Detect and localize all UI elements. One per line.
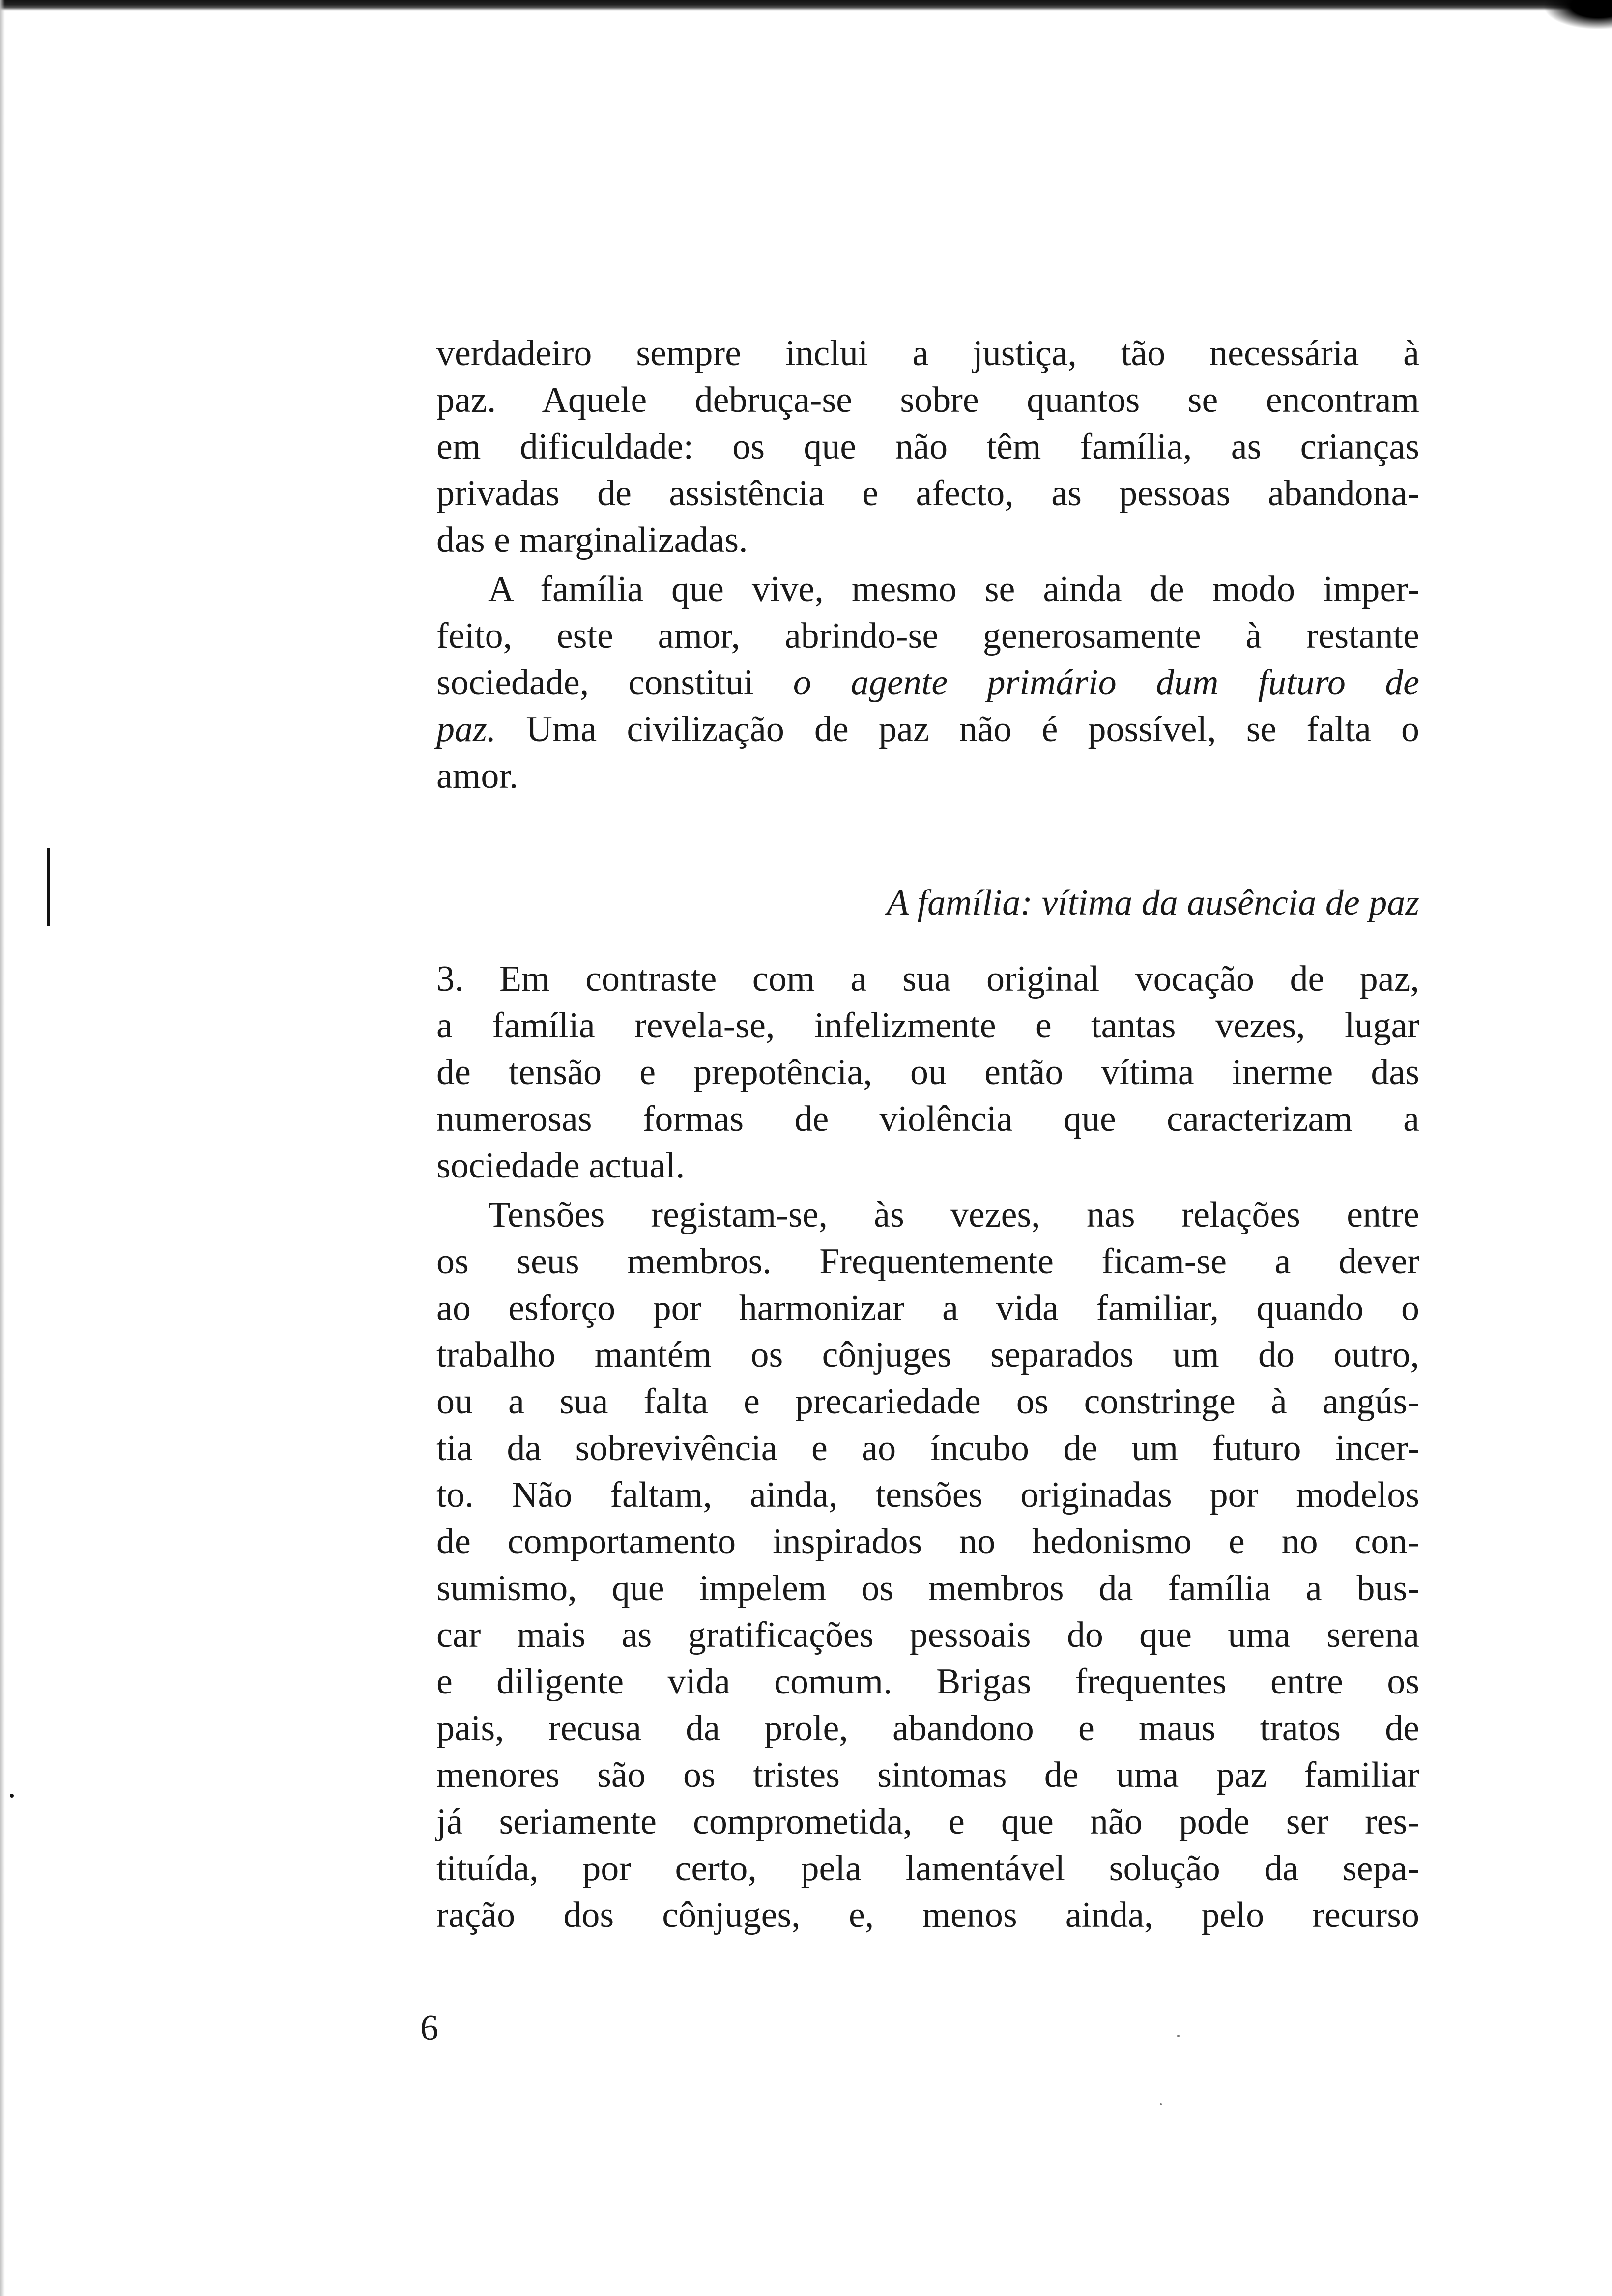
text-line: paz. Aquele debruça-se sobre quantos se encontram bbox=[436, 380, 1419, 420]
text-line: ao esforço por harmonizar a vida familiar, quando o bbox=[436, 1288, 1419, 1328]
text-line: e diligente vida comum. Brigas frequentes entre os bbox=[436, 1662, 1419, 1702]
text-line: Tensões registam-se, às vezes, nas relações entre bbox=[488, 1195, 1419, 1235]
text-line: sumismo, que impelem os membros da família a bus- bbox=[436, 1568, 1419, 1608]
text-line: sociedade actual. bbox=[436, 1146, 685, 1186]
text-line: 3. Em contraste com a sua original vocação de paz, bbox=[436, 959, 1419, 999]
text-line: trabalho mantém os cônjuges separados um do outro, bbox=[436, 1335, 1419, 1375]
text-line: A família que vive, mesmo se ainda de modo imper- bbox=[488, 569, 1419, 609]
text-run: Uma civilização de paz não é possível, se falta o bbox=[496, 709, 1419, 749]
paragraph-continued bbox=[436, 330, 1419, 564]
page-number: 6 bbox=[420, 2008, 438, 2048]
paragraph-family-love bbox=[436, 566, 1419, 800]
text-run: sociedade, constitui bbox=[436, 662, 793, 703]
text-line: feito, este amor, abrindo-se generosamente à restante bbox=[436, 616, 1419, 656]
margin-dot bbox=[10, 1794, 14, 1798]
margin-mark bbox=[47, 848, 50, 926]
text-line: de comportamento inspirados no hedonismo e no con- bbox=[436, 1521, 1419, 1562]
scan-speck bbox=[1177, 2035, 1180, 2037]
text-line: verdadeiro sempre inclui a justiça, tão necessária à bbox=[436, 333, 1419, 373]
text-line: pais, recusa da prole, abandono e maus tratos de bbox=[436, 1708, 1419, 1749]
text-line: de tensão e prepotência, ou então vítima inerme das bbox=[436, 1052, 1419, 1092]
scan-speck bbox=[1160, 2103, 1162, 2105]
italic-phrase: o agente primário dum futuro de bbox=[793, 662, 1419, 703]
text-line: tia da sobrevivência e ao íncubo de um futuro incer- bbox=[436, 1428, 1419, 1468]
text-line: os seus membros. Frequentemente ficam-se a dever bbox=[436, 1241, 1419, 1282]
text-line bbox=[436, 660, 1419, 706]
text-line: privadas de assistência e afecto, as pessoas abandona- bbox=[436, 473, 1419, 514]
scan-top-edge bbox=[0, 0, 1612, 11]
text-line: amor. bbox=[436, 756, 518, 796]
text-line: ração dos cônjuges, e, menos ainda, pelo recurso bbox=[436, 1895, 1419, 1935]
paragraph-numbered-3 bbox=[436, 956, 1419, 1189]
paragraph-tensions bbox=[436, 1192, 1419, 1939]
section-heading: A família: vítima da ausência de paz bbox=[887, 883, 1419, 923]
scan-corner-mark bbox=[1543, 0, 1612, 29]
italic-phrase: paz. bbox=[436, 709, 496, 749]
text-line: tituída, por certo, pela lamentável solução da sepa- bbox=[436, 1848, 1419, 1889]
text-line: ou a sua falta e precariedade os constringe à angús- bbox=[436, 1381, 1419, 1422]
text-line: em dificuldade: os que não têm família, as crianças bbox=[436, 427, 1419, 467]
text-line: menores são os tristes sintomas de uma paz familiar bbox=[436, 1755, 1419, 1795]
text-line: to. Não faltam, ainda, tensões originadas por modelos bbox=[436, 1475, 1419, 1515]
text-line: numerosas formas de violência que caracterizam a bbox=[436, 1099, 1419, 1139]
text-line: car mais as gratificações pessoais do que uma serena bbox=[436, 1615, 1419, 1655]
scan-left-edge bbox=[0, 0, 5, 2296]
text-line: a família revela-se, infelizmente e tantas vezes, lugar bbox=[436, 1005, 1419, 1046]
text-line: já seriamente comprometida, e que não pode ser res- bbox=[436, 1802, 1419, 1842]
text-line bbox=[436, 706, 1419, 753]
text-line: das e marginalizadas. bbox=[436, 520, 748, 560]
